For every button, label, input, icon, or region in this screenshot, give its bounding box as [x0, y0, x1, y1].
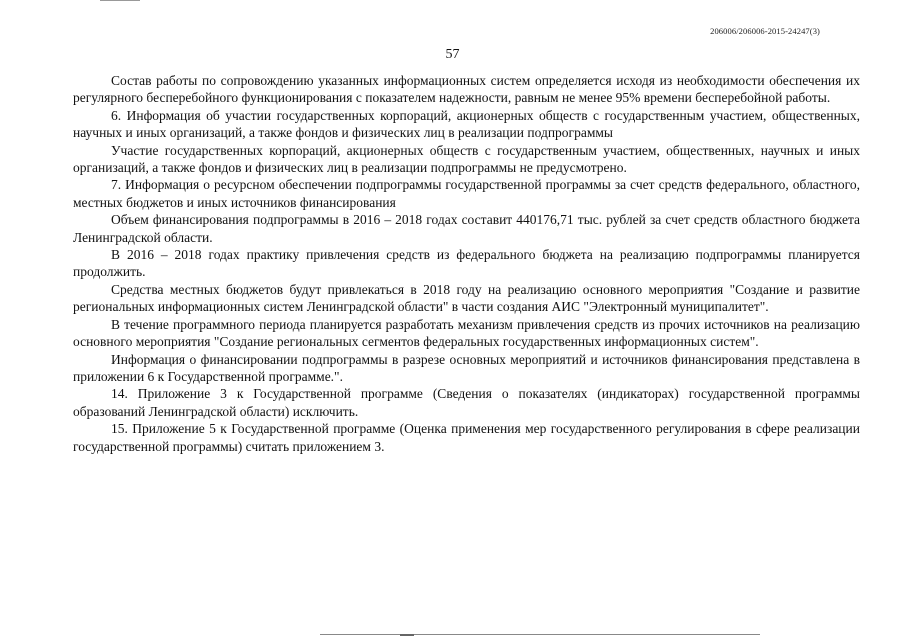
paragraph-section-7-heading: 7. Информация о ресурсном обеспечении подпрограммы государственной программы за счет средств федерального, областного, местных бюджетов и иных источников финансирования [73, 177, 860, 210]
document-id: 206006/206006-2015-24247(3) [710, 26, 820, 36]
paragraph-federal-budget: В 2016 – 2018 годах практику привлечения средств из федерального бюджета на реализацию подпрограммы планируется продолжить. [73, 247, 860, 280]
document-body [73, 72, 860, 455]
paragraph-section-6-heading: 6. Информация об участии государственных корпораций, акционерных обществ с государственным участием, общественных, научных и иных организаций, а также фондов и физических лиц в реализации подпрограммы [73, 107, 860, 141]
paragraph-local-budgets: Средства местных бюджетов будут привлекаться в 2018 году на реализацию основного мероприятия "Создание и развитие региональных информационных систем Ленинградской области" в части создания АИС "Электронный муниципалитет". [73, 281, 860, 315]
paragraph-funding-volume: Объем финансирования подпрограммы в 2016 – 2018 годах составит 440176,71 тыс. рублей за счет средств областного бюджета Ленинградской области. [73, 212, 860, 245]
paragraph-other-sources: В течение программного периода планируется разработать механизм привлечения средств из прочих источников на реализацию основного мероприятия "Создание региональных сегментов федеральных государственных информационных систем". [73, 316, 860, 350]
paragraph-participation: Участие государственных корпораций, акционерных обществ с государственным участием, общественных, научных и иных организаций, а также фондов и физических лиц в реализации подпрограммы не предусмотрено. [73, 142, 860, 176]
page-number: 57 [445, 47, 460, 62]
paragraph-item-14: 14. Приложение 3 к Государственной программе (Сведения о показателях (индикаторах) государственной программы образований Ленинградской области) исключить. [73, 386, 860, 419]
scan-artifact-bottom-mark [400, 634, 414, 636]
paragraph-item-15: 15. Приложение 5 к Государственной программе (Оценка применения мер государственного регулирования в сфере реализации государственной программы) считать приложением 3. [73, 421, 860, 454]
scan-artifact-bottom [320, 634, 760, 635]
paragraph-financing-info: Информация о финансировании подпрограммы в разрезе основных мероприятий и источников финансирования представлена в приложении 6 к Государственной программе.". [73, 351, 860, 384]
scan-artifact-top [100, 0, 140, 1]
paragraph-maintenance-scope: Состав работы по сопровождению указанных информационных систем определяется исходя из необходимости обеспечения их регулярного бесперебойного функционирования с показателем надежности, равным не менее 95% времени бесперебойной работы. [73, 73, 860, 106]
